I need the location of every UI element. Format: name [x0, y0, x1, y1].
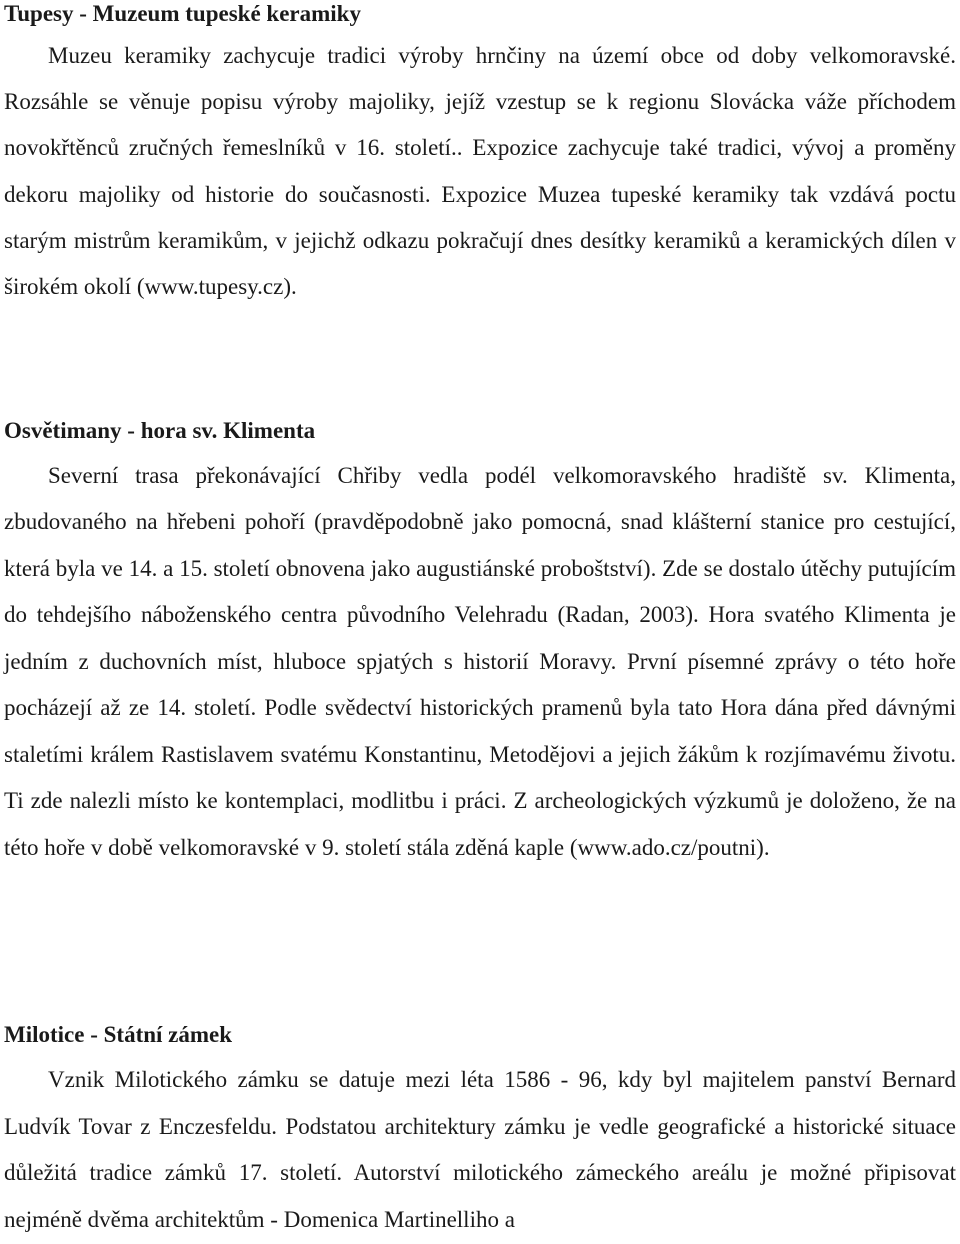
section-paragraph: Severní trasa překonávající Chřiby vedla podél velkomoravského hradiště sv. Klimenta, zbudovaného na hřebeni pohoří (pravděpodobně jako pomocná, snad klášterní stanice pro cestující, která byla ve 14. a 15. století obnovena jako augustiánské proboštství). Zde se dostalo útěchy putujícím do tehdejšího náboženského centra původního Velehradu (Radan, 2003). Hora svatého Klimenta je jedním z duchovních míst, hluboce spjatých s historií Moravy. První písemné zprávy o této hoře pocházejí až ze 14. století. Podle svědectví historických pramenů byla tato Hora dána před dávnými staletími králem Rastislavem svatému Konstantinu, Metodějovi a jejich žákům k rozjímavému životu. Ti zde nalezli místo ke kontemplaci, modlitbu i práci. Z archeologických výzkumů je doloženo, že na této hoře v době velkomoravské v 9. století stála zděná kaple (www.ado.cz/poutni).	[4, 462, 956, 860]
section-tupesy	[4, 0, 956, 311]
section-milotice	[4, 1020, 956, 1244]
section-osvetimany	[4, 416, 956, 871]
section-heading: Tupesy - Muzeum tupeské keramiky	[4, 1, 361, 26]
section-paragraph: Muzeu keramiky zachycuje tradici výroby hrnčiny na území obce od doby velkomoravské. Rozsáhle se věnuje popisu výroby majoliky, jejíž vzestup se k regionu Slovácka váže příchodem novokřtěnců zručných řemeslníků v 16. století.. Expozice zachycuje také tradici, vývoj a proměny dekoru majoliky od historie do současnosti. Expozice Muzea tupeské keramiky tak vzdává poctu starým mistrům keramikům, v jejichž odkazu pokračují dnes desítky keramiků a keramických dílen v širokém okolí (www.tupesy.cz).	[4, 42, 956, 300]
section-paragraph: Vznik Milotického zámku se datuje mezi léta 1586 - 96, kdy byl majitelem panství Bernard Ludvík Tovar z Enczesfeldu. Podstatou architektury zámku je vedle geografické a historické situace důležitá tradice zámků 17. století. Autorství milotického zámeckého areálu je možné připisovat nejméně dvěma architektům - Domenica Martinelliho a	[4, 1066, 956, 1233]
section-heading: Osvětimany - hora sv. Klimenta	[4, 418, 316, 443]
section-heading: Milotice - Státní zámek	[4, 1022, 233, 1047]
